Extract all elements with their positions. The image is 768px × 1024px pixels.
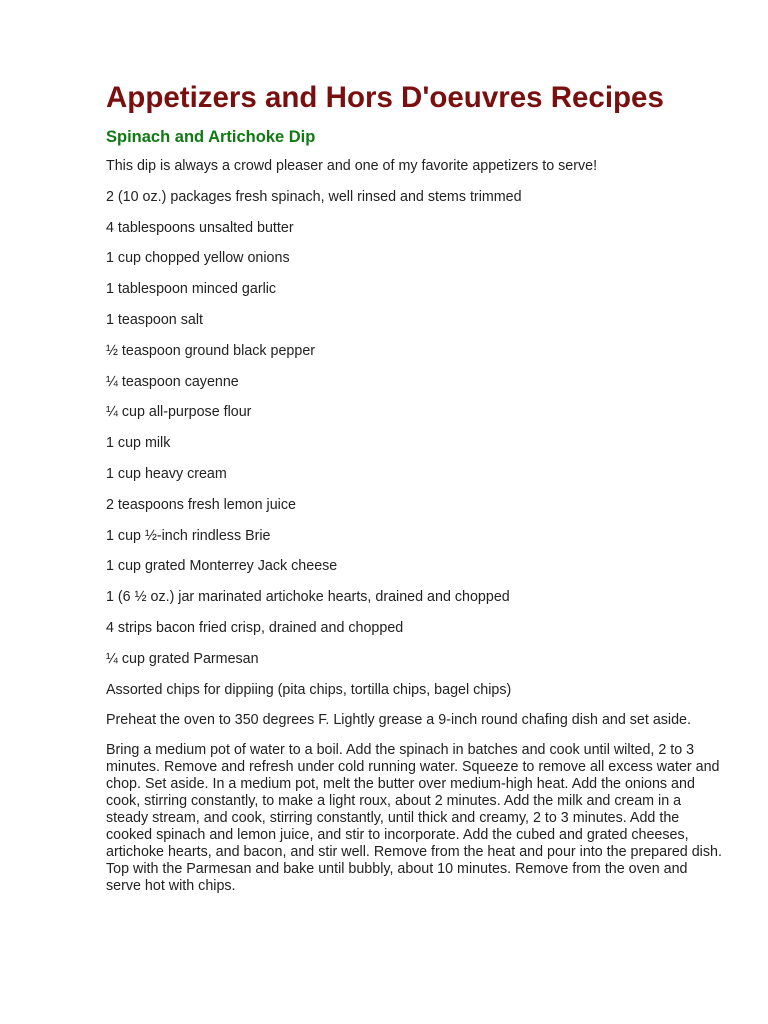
ingredient-item: ¼ cup grated Parmesan [106, 650, 259, 667]
instruction-paragraph: Preheat the oven to 350 degrees F. Lightly grease a 9-inch round chafing dish and set aside. [106, 711, 691, 728]
instructions [106, 712, 724, 895]
ingredient-item: ¼ teaspoon cayenne [106, 373, 239, 390]
ingredient-item: 1 cup ½-inch rindless Brie [106, 527, 271, 544]
ingredient-item: 2 teaspoons fresh lemon juice [106, 496, 296, 513]
recipe-title: Spinach and Artichoke Dip [106, 128, 316, 146]
ingredient-item: Assorted chips for dippiing (pita chips, tortilla chips, bagel chips) [106, 681, 512, 698]
ingredient-item: 1 cup chopped yellow onions [106, 250, 290, 267]
instruction-paragraph: Bring a medium pot of water to a boil. Add the spinach in batches and cook until wilted, 2 to 3 minutes. Remove and refresh under cold running water. Squeeze to remove all excess water and chop. Set aside. In a medium pot, melt the butter over medium-high heat. Add the onions and cook, stirring constantly, to make a light roux, about 2 minutes. Add the milk and cream in a steady stream, and cook, stirring constantly, until thick and creamy, 2 to 3 minutes. Add the cooked spinach and lemon juice, and stir to incorporate. Add the cubed and grated cheeses, artichoke hearts, and bacon, and stir well. Remove from the heat and pour into the prepared dish. Top with the Parmesan and bake until bubbly, about 10 minutes. Remove from the oven and serve hot with chips. [106, 741, 722, 894]
ingredient-item: ½ teaspoon ground black pepper [106, 342, 316, 359]
document-page [106, 78, 724, 895]
ingredient-item: 1 cup grated Monterrey Jack cheese [106, 558, 338, 575]
ingredient-item: 1 tablespoon minced garlic [106, 281, 277, 298]
ingredient-item: 4 tablespoons unsalted butter [106, 219, 294, 236]
ingredient-item: 1 cup heavy cream [106, 465, 227, 482]
ingredient-item: 1 (6 ½ oz.) jar marinated artichoke hearts, drained and chopped [106, 589, 510, 606]
ingredient-item: 1 cup milk [106, 435, 171, 452]
document-title: Appetizers and Hors D'oeuvres Recipes [106, 81, 664, 114]
ingredient-item: ¼ cup all-purpose flour [106, 404, 252, 421]
ingredient-item: 4 strips bacon fried crisp, drained and chopped [106, 619, 404, 636]
ingredient-item: 1 teaspoon salt [106, 311, 203, 328]
ingredient-item: 2 (10 oz.) packages fresh spinach, well rinsed and stems trimmed [106, 188, 522, 205]
ingredient-list [106, 189, 724, 699]
recipe-intro: This dip is always a crowd pleaser and one of my favorite appetizers to serve! [106, 158, 598, 174]
